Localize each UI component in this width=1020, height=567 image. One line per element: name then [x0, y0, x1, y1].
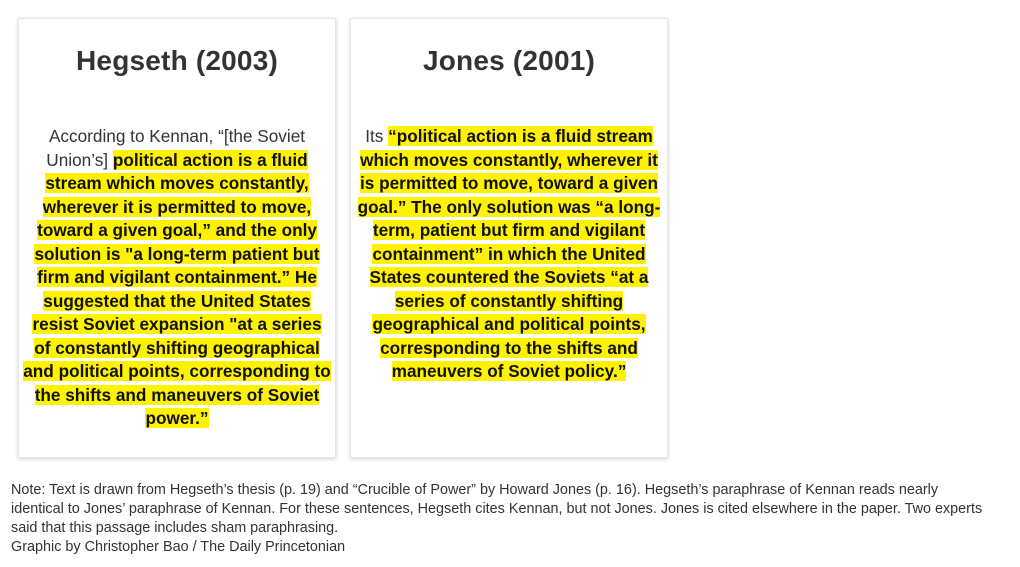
jones-passage-plain: Its: [365, 126, 389, 146]
hegseth-card: [18, 18, 336, 458]
hegseth-passage-plain: According to Kennan, “[the Soviet Union’s]: [46, 126, 306, 170]
hegseth-passage: [23, 125, 331, 431]
hegseth-card-title: Hegseth (2003): [76, 45, 278, 76]
graphic-credit: Graphic by Christopher Bao / The Daily Princetonian: [11, 539, 346, 555]
hegseth-passage-highlighted: political action is a fluid stream which moves constantly, wherever it is permitted to move, toward a given goal,” and the only solution is "a long-term patient but firm and vigilant containment.” He suggested that the United States resist Soviet expansion "at a series of constantly shifting geographical and political points, corresponding to the shifts and maneuvers of Soviet power.”: [23, 149, 331, 428]
jones-card: [350, 18, 668, 458]
footnote: Note: Text is drawn from Hegseth’s thesis (p. 19) and “Crucible of Power” by Howard Jones (p. 16). Hegseth’s paraphrase of Kennan reads nearly identical to Jones’ paraphrase of Kennan. For these sentences, Hegseth cites Kennan, but not Jones. Jones is cited elsewhere in the paper. Two experts said that this passage includes sham paraphrasing.: [11, 482, 983, 536]
jones-passage: [357, 125, 661, 384]
jones-passage-highlighted: “political action is a fluid stream which moves constantly, wherever it is permitted to move, toward a given goal.” The only solution was “a long-term, patient but firm and vigilant containment” in which the United States countered the Soviets “at a series of constantly shifting geographical and political points, corresponding to the shifts and maneuvers of Soviet policy.”: [357, 126, 661, 381]
jones-card-title: Jones (2001): [422, 45, 596, 76]
